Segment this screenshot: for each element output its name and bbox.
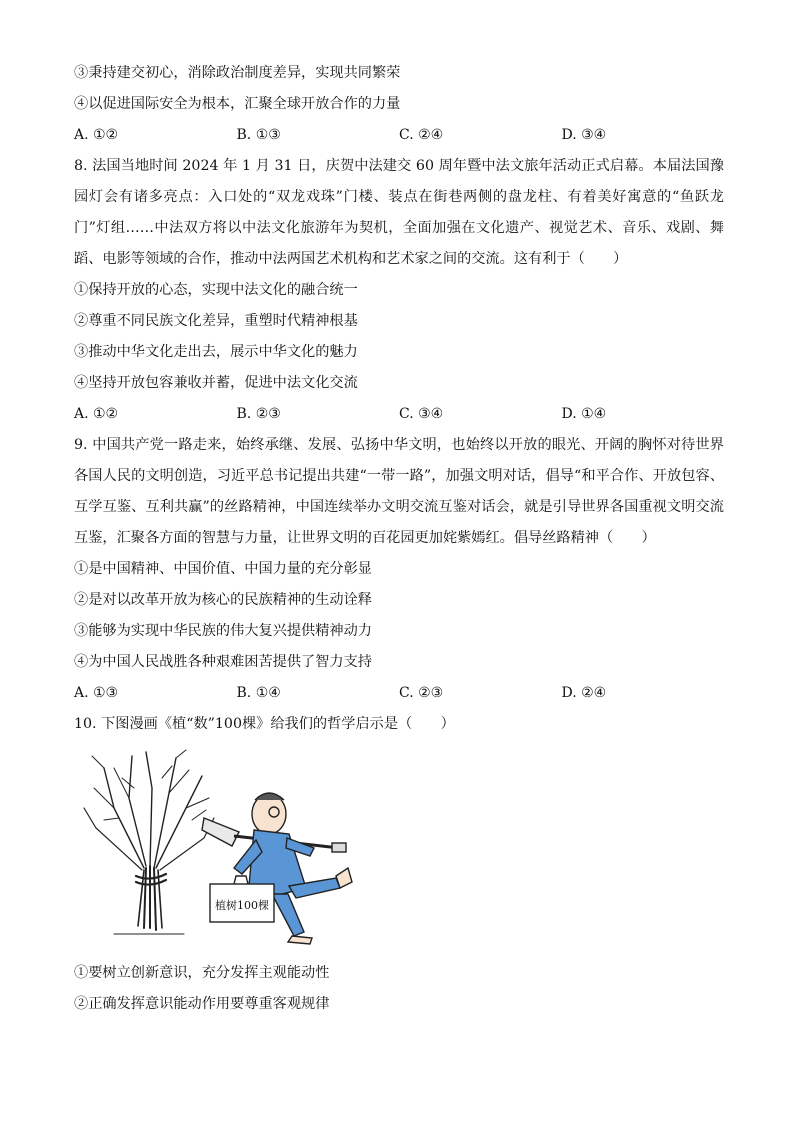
- q9-choice-c: C. ②③: [399, 685, 444, 701]
- q10-stem: 10. 下图漫画《植“数”100棵》给我们的哲学启示是（ ）: [74, 716, 455, 732]
- q8-stem: 8. 法国当地时间 2024 年 1 月 31 日，庆贺中法建交 60 周年暨中法文旅年活动正式启幕。本届法国豫园灯会有诸多亮点：入口处的“双龙戏珠”门楼、装点在街巷两侧的盘龙柱、有着美好寓意的“鱼跃龙门”灯组……中法双方将以中法文化旅游年为契机，全面加强在文化遗产、视觉艺术、音乐、戏剧、舞蹈、电影等领域的合作，推动中法两国艺术机构和艺术家之间的交流。这有利于（ ）: [74, 158, 724, 267]
- q7-choices: [74, 120, 724, 151]
- q9-option-4: ④为中国人民战胜各种艰难困苦提供了智力支持: [74, 654, 372, 670]
- q9-choices: [74, 678, 724, 709]
- q9-choice-b: B. ①④: [236, 685, 281, 701]
- cartoon-sign-text: 植树100棵: [215, 899, 269, 912]
- q7-choice-d: D. ③④: [561, 127, 607, 143]
- q9-choice-d: D. ②④: [561, 685, 607, 701]
- q7-choice-b: B. ①③: [236, 127, 281, 143]
- q8-choices: [74, 399, 724, 430]
- q7-option-4: ④以促进国际安全为根本，汇聚全球开放合作的力量: [74, 96, 401, 112]
- q9-stem: 9. 中国共产党一路走来，始终承继、发展、弘扬中华文明，也始终以开放的眼光、开阔的胸怀对待世界各国人民的文明创造，习近平总书记提出共建“一带一路”，加强文明对话，倡导“和平合作、开放包容、互学互鉴、互利共赢”的丝路精神，中国连续举办文明交流互鉴对话会，就是引导世界各国重视文明交流互鉴，汇聚各方面的智慧与力量，让世界文明的百花园更加姹紫嫣红。倡导丝路精神（ ）: [74, 437, 724, 546]
- q8-option-3: ③推动中华文化走出去，展示中华文化的魅力: [74, 344, 358, 360]
- bundled-trees-drawing: [84, 750, 214, 934]
- q8-option-1: ①保持开放的心态，实现中法文化的融合统一: [74, 282, 358, 298]
- q10-option-1: ①要树立创新意识，充分发挥主观能动性: [74, 965, 330, 981]
- q8-choice-a: A. ①②: [74, 406, 119, 422]
- man-with-shovel-drawing: [202, 793, 352, 944]
- q10-option-2: ②正确发挥意识能动作用要尊重客观规律: [74, 996, 330, 1012]
- q7-option-3: ③秉持建交初心，消除政治制度差异，实现共同繁荣: [74, 65, 401, 81]
- q8-choice-b: B. ②③: [236, 406, 281, 422]
- q7-choice-c: C. ②④: [399, 127, 444, 143]
- q8-choice-c: C. ③④: [399, 406, 444, 422]
- cartoon-figure: [74, 748, 364, 948]
- exam-page: [74, 58, 724, 1020]
- q9-option-1: ①是中国精神、中国价值、中国力量的充分彰显: [74, 561, 372, 577]
- q8-option-4: ④坚持开放包容兼收并蓄，促进中法文化交流: [74, 375, 358, 391]
- q9-option-3: ③能够为实现中华民族的伟大复兴提供精神动力: [74, 623, 372, 639]
- q9-choice-a: A. ①③: [74, 685, 119, 701]
- q8-option-2: ②尊重不同民族文化差异，重塑时代精神根基: [74, 313, 358, 329]
- q7-choice-a: A. ①②: [74, 127, 119, 143]
- q9-option-2: ②是对以改革开放为核心的民族精神的生动诠释: [74, 592, 372, 608]
- q8-choice-d: D. ①④: [561, 406, 607, 422]
